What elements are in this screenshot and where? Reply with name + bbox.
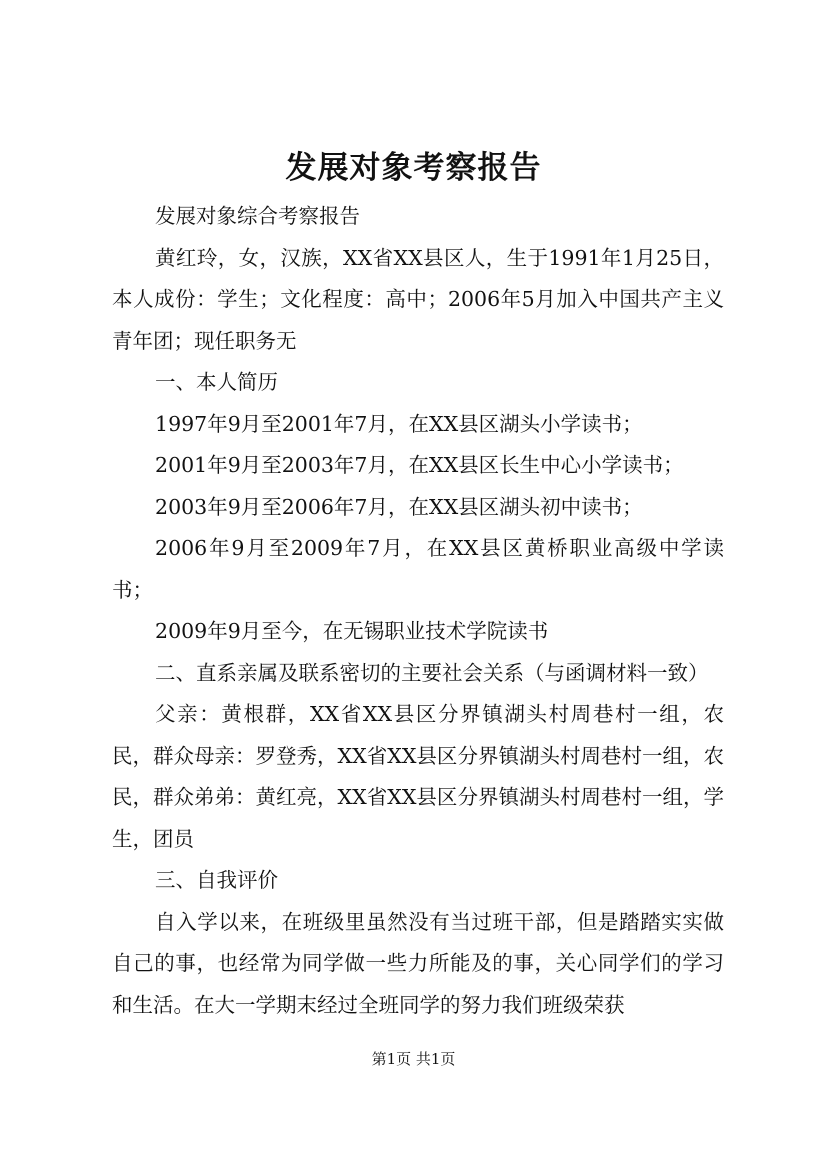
self-evaluation-paragraph: 自入学以来，在班级里虽然没有当过班干部，但是踏踏实实做自己的事，也经常为同学做一些力所能及的事，关心同学们的学习和生活。在大一学期末经过全班同学的努力我们班级荣获: [112, 909, 724, 1017]
section-heading-resume: 一、本人简历: [155, 370, 279, 394]
relatives-paragraph: 父亲：黄根群，XX省XX县区分界镇湖头村周巷村一组，农民，群众母亲：罗登秀，XX省XX县区分界镇湖头村周巷村一组，农民，群众弟弟：黄红亮，XX省XX县区分界镇湖头村周巷村一组，学生，团员: [112, 702, 724, 851]
resume-entry: 1997年9月至2001年7月，在XX县区湖头小学读书；: [155, 411, 643, 436]
resume-entry: 2003年9月至2006年7月，在XX县区湖头初中读书；: [155, 494, 643, 519]
section-heading-self-evaluation: 三、自我评价: [155, 868, 279, 892]
document-body: [112, 196, 724, 1026]
section-heading-relatives: 二、直系亲属及联系密切的主要社会关系（与函调材料一致）: [155, 660, 709, 685]
personal-info-paragraph: 黄红玲，女，汉族，XX省XX县区人，生于1991年1月25日，本人成份：学生；文化程度：高中；2006年5月加入中国共产主义青年团；现任职务无: [112, 245, 724, 353]
document-title: 发展对象考察报告: [285, 150, 542, 186]
page-number-footer: 第1页 共1页: [371, 1050, 456, 1068]
resume-entry: 2009年9月至今，在无锡职业技术学院读书: [155, 619, 549, 643]
subtitle-paragraph: 发展对象综合考察报告: [155, 204, 361, 228]
resume-entry: 2001年9月至2003年7月，在XX县区长生中心小学读书；: [155, 453, 684, 477]
resume-entry: 2006年9月至2009年7月，在XX县区黄桥职业高级中学读书；: [112, 536, 724, 602]
